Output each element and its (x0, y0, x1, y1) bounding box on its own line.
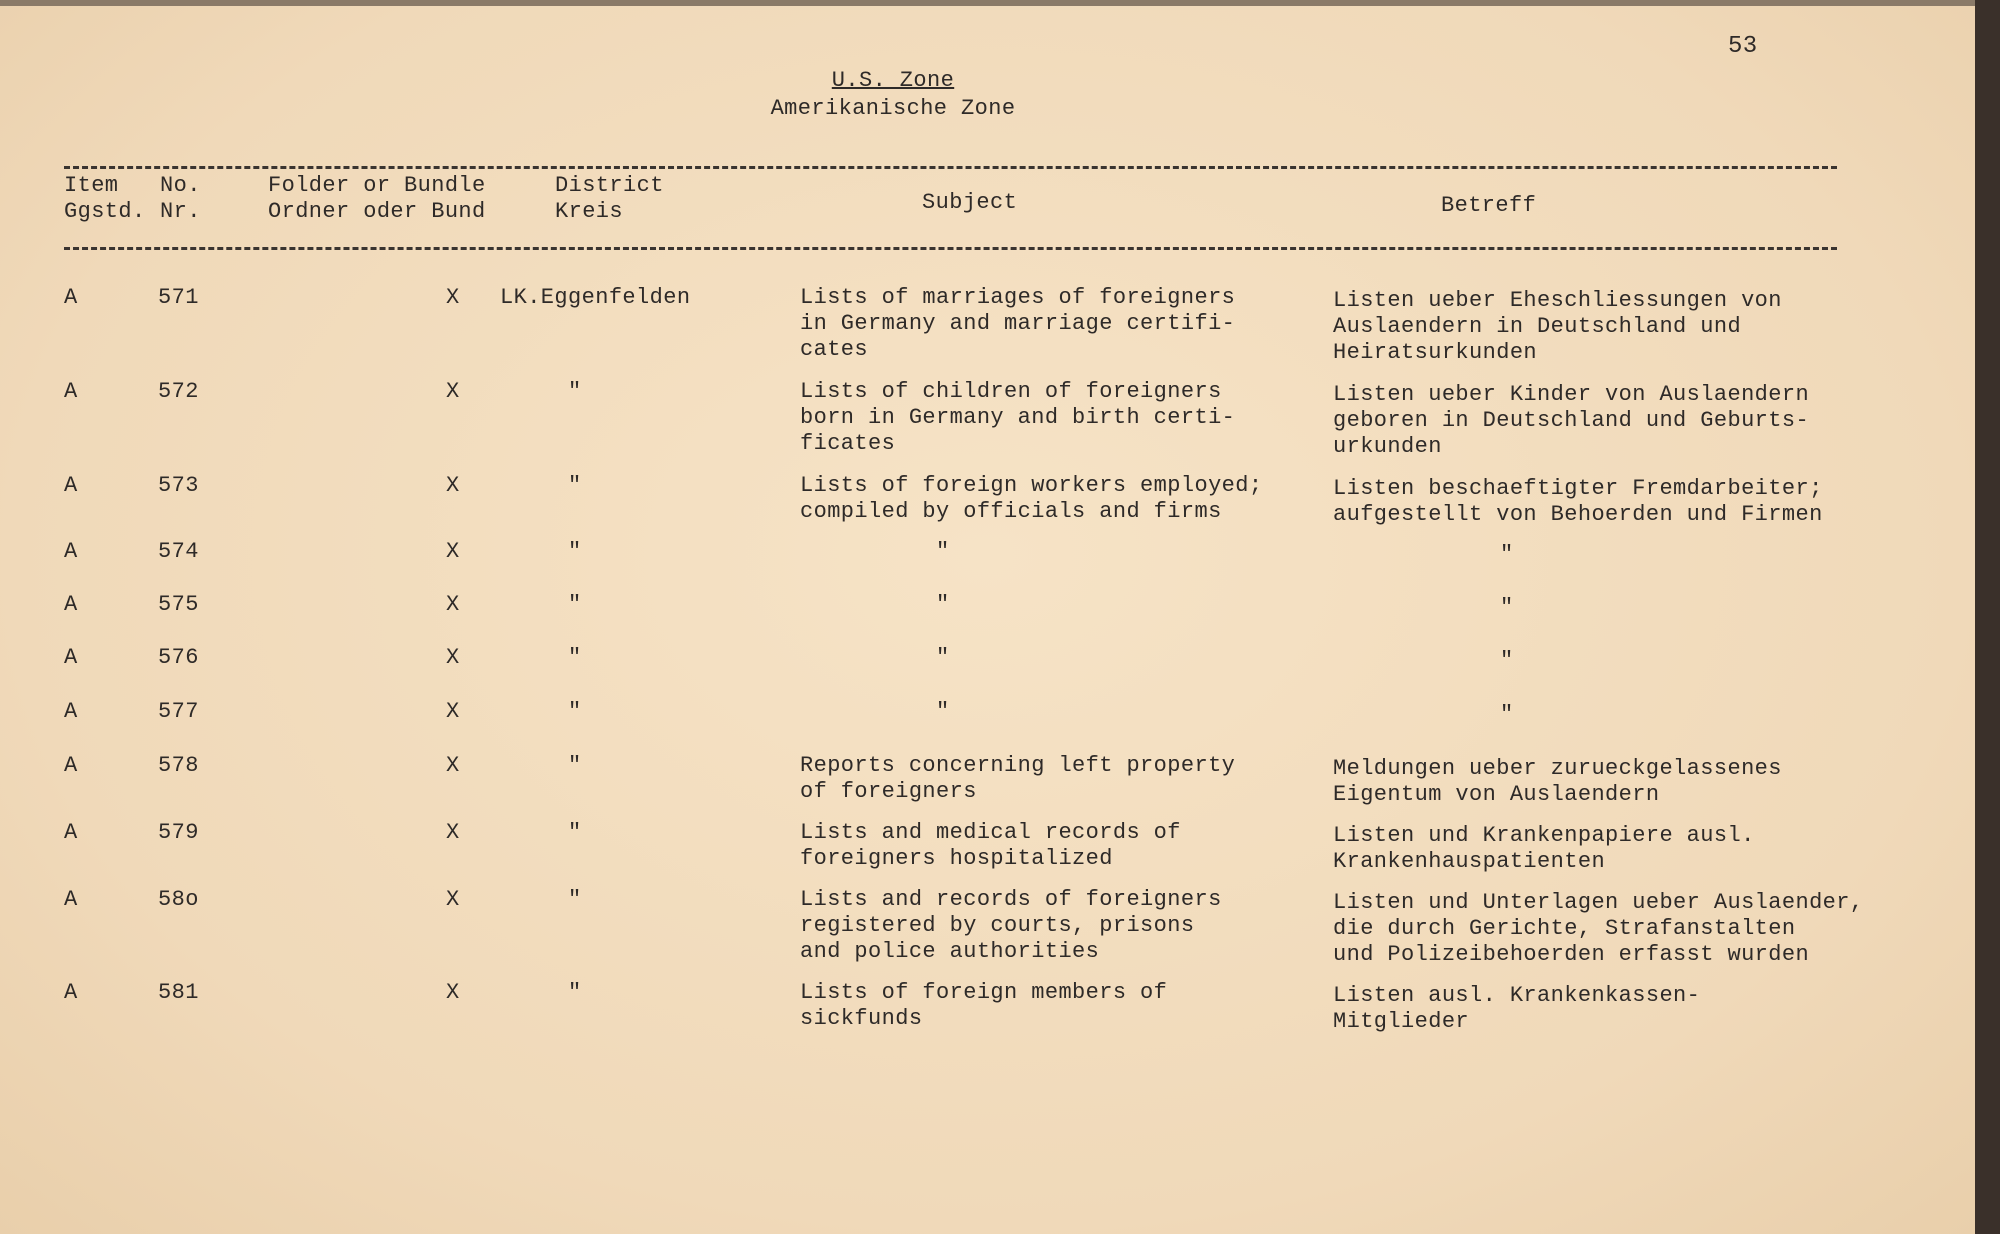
cell-subject: Lists and records of foreigners registered by courts, prisons and police authorities (800, 887, 1222, 964)
cell-betreff: " (1500, 595, 1514, 620)
cell-district: " (568, 980, 582, 1005)
cell-item: A (64, 820, 78, 845)
header-folder: Folder or Bundle Ordner oder Bund (268, 173, 486, 224)
cell-subject: Lists of marriages of foreigners in Germany and marriage certifi- cates (800, 285, 1236, 362)
cell-subject: " (936, 699, 950, 724)
cell-subject: " (936, 592, 950, 617)
cell-betreff: " (1500, 702, 1514, 727)
cell-folder: X (446, 379, 460, 404)
cell-betreff: Listen ueber Kinder von Auslaendern geboren in Deutschland und Geburts- urkunden (1333, 382, 1810, 459)
cell-district: " (568, 645, 582, 670)
cell-district: " (568, 473, 582, 498)
cell-district: " (568, 699, 582, 724)
header-district: District Kreis (555, 173, 664, 224)
page-subtitle: Amerikanische Zone (770, 96, 1016, 121)
cell-no: 572 (158, 379, 199, 404)
cell-item: A (64, 379, 78, 404)
header-subject: Subject (922, 190, 1018, 215)
header-item: Item Ggstd. (64, 173, 146, 224)
cell-district: " (568, 753, 582, 778)
cell-subject: Lists of children of foreigners born in Germany and birth certi- ficates (800, 379, 1236, 456)
cell-item: A (64, 473, 78, 498)
cell-betreff: Listen und Krankenpapiere ausl. Krankenhauspatienten (1333, 823, 1755, 874)
cell-no: 573 (158, 473, 199, 498)
cell-betreff: " (1500, 648, 1514, 673)
cell-betreff: Listen und Unterlagen ueber Auslaender, die durch Gerichte, Strafanstalten und Polizeibehoerden erfasst wurden (1333, 890, 1864, 967)
cell-district: " (568, 820, 582, 845)
scan-edge-right (1975, 0, 2000, 1234)
cell-betreff: Listen ueber Eheschliessungen von Auslaendern in Deutschland und Heiratsurkunden (1333, 288, 1782, 365)
cell-folder: X (446, 285, 460, 310)
cell-subject: Reports concerning left property of foreigners (800, 753, 1236, 804)
cell-item: A (64, 592, 78, 617)
cell-folder: X (446, 539, 460, 564)
cell-betreff: Meldungen ueber zurueckgelassenes Eigentum von Auslaendern (1333, 756, 1782, 807)
cell-betreff: Listen beschaeftigter Fremdarbeiter; aufgestellt von Behoerden und Firmen (1333, 476, 1823, 527)
cell-subject: Lists of foreign workers employed; compiled by officials and firms (800, 473, 1263, 524)
page-number: 53 (1728, 33, 1758, 60)
header-divider-top (64, 166, 1837, 169)
cell-subject: " (936, 645, 950, 670)
page-title: U.S. Zone (831, 68, 955, 93)
cell-district: " (568, 379, 582, 404)
header-divider-bottom (64, 247, 1837, 250)
cell-folder: X (446, 473, 460, 498)
cell-no: 575 (158, 592, 199, 617)
cell-folder: X (446, 592, 460, 617)
cell-folder: X (446, 887, 460, 912)
cell-folder: X (446, 753, 460, 778)
cell-subject: " (936, 539, 950, 564)
cell-item: A (64, 645, 78, 670)
cell-item: A (64, 539, 78, 564)
cell-no: 577 (158, 699, 199, 724)
cell-item: A (64, 699, 78, 724)
cell-subject: Lists of foreign members of sickfunds (800, 980, 1168, 1031)
cell-betreff: Listen ausl. Krankenkassen- Mitglieder (1333, 983, 1701, 1034)
cell-item: A (64, 753, 78, 778)
cell-no: 578 (158, 753, 199, 778)
cell-no: 571 (158, 285, 199, 310)
cell-district: LK.Eggenfelden (500, 285, 691, 310)
header-no: No. Nr. (160, 173, 201, 224)
cell-no: 576 (158, 645, 199, 670)
cell-folder: X (446, 645, 460, 670)
cell-folder: X (446, 820, 460, 845)
cell-district: " (568, 539, 582, 564)
cell-folder: X (446, 699, 460, 724)
cell-item: A (64, 285, 78, 310)
cell-subject: Lists and medical records of foreigners hospitalized (800, 820, 1181, 871)
cell-betreff: " (1500, 542, 1514, 567)
cell-district: " (568, 592, 582, 617)
cell-no: 574 (158, 539, 199, 564)
cell-no: 58o (158, 887, 199, 912)
cell-district: " (568, 887, 582, 912)
cell-no: 579 (158, 820, 199, 845)
cell-no: 581 (158, 980, 199, 1005)
header-betreff: Betreff (1441, 193, 1537, 218)
cell-folder: X (446, 980, 460, 1005)
scan-edge-top (0, 0, 2000, 6)
cell-item: A (64, 887, 78, 912)
cell-item: A (64, 980, 78, 1005)
